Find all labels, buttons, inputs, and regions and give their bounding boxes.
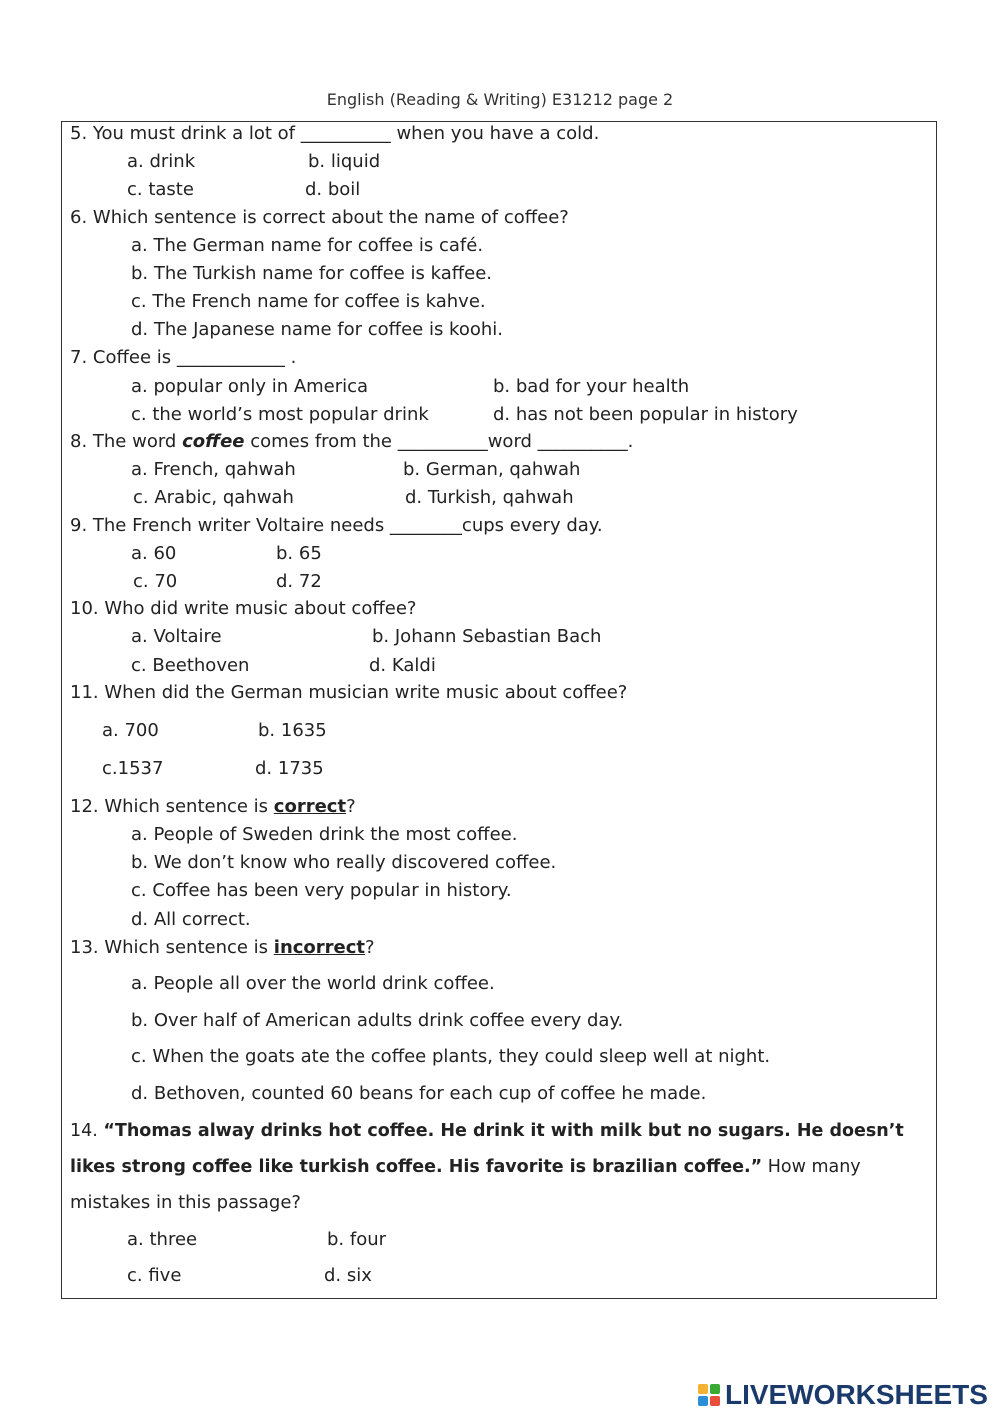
q14-question-start: How many [762, 1157, 861, 1177]
q8-option-d: d. Turkish, qahwah [405, 487, 574, 508]
q10-option-b: b. Johann Sebastian Bach [372, 626, 602, 647]
logo-mark-icon [698, 1384, 720, 1406]
question-14-line-1 [70, 1120, 904, 1142]
q11-option-c: c.1537 [102, 758, 164, 779]
q11-option-a: a. 700 [102, 720, 159, 741]
q10-option-a: a. Voltaire [131, 626, 222, 647]
q8-suffix: comes from the __________word __________. [244, 431, 634, 452]
q13-option-b: b. Over half of American adults drink coffee every day. [131, 1010, 624, 1031]
q8-option-a: a. French, qahwah [131, 459, 296, 480]
q5-option-b: b. liquid [308, 151, 381, 172]
question-9: 9. The French writer Voltaire needs ________cups every day. [70, 515, 603, 536]
q12-option-c: c. Coffee has been very popular in history. [131, 880, 512, 901]
q7-option-d: d. has not been popular in history [493, 404, 798, 425]
q14-option-b: b. four [327, 1229, 387, 1250]
question-5: 5. You must drink a lot of __________ when you have a cold. [70, 123, 600, 144]
q12-suffix: ? [346, 796, 356, 817]
q14-option-c: c. five [127, 1265, 182, 1286]
q11-option-d: d. 1735 [255, 758, 324, 779]
q12-prefix: 12. Which sentence is [70, 796, 274, 817]
q8-option-c: c. Arabic, qahwah [133, 487, 294, 508]
q10-option-d: d. Kaldi [369, 655, 436, 676]
q10-option-c: c. Beethoven [131, 655, 250, 676]
question-10: 10. Who did write music about coffee? [70, 598, 417, 619]
logo-square-1 [698, 1384, 708, 1394]
q9-option-a: a. 60 [131, 543, 177, 564]
question-14-line-3: mistakes in this passage? [70, 1192, 301, 1213]
q6-option-c: c. The French name for coffee is kahve. [131, 291, 486, 312]
q12-keyword: correct [273, 796, 347, 817]
q14-number: 14. [70, 1121, 104, 1141]
q9-option-b: b. 65 [276, 543, 322, 564]
q12-option-b: b. We don’t know who really discovered coffee. [131, 852, 557, 873]
q11-option-b: b. 1635 [258, 720, 327, 741]
logo-square-4 [710, 1396, 720, 1406]
q8-option-b: b. German, qahwah [403, 459, 581, 480]
q13-option-a: a. People all over the world drink coffee. [131, 973, 495, 994]
question-8 [70, 431, 633, 453]
q5-option-c: c. taste [127, 179, 194, 200]
logo-square-2 [710, 1384, 720, 1394]
q5-option-d: d. boil [305, 179, 361, 200]
question-11: 11. When did the German musician write music about coffee? [70, 682, 628, 703]
question-6: 6. Which sentence is correct about the name of coffee? [70, 207, 569, 228]
q8-keyword: coffee [182, 431, 245, 452]
q6-option-b: b. The Turkish name for coffee is kaffee. [131, 263, 493, 284]
q8-prefix: 8. The word [70, 431, 183, 452]
q7-option-b: b. bad for your health [493, 376, 690, 397]
question-12 [70, 796, 356, 818]
q13-option-d: d. Bethoven, counted 60 beans for each cup of coffee he made. [131, 1083, 707, 1104]
q12-option-a: a. People of Sweden drink the most coffee. [131, 824, 518, 845]
q6-option-a: a. The German name for coffee is café. [131, 235, 484, 256]
q13-keyword: incorrect [273, 937, 366, 958]
question-13 [70, 937, 375, 959]
logo-text: LIVEWORKSHEETS [725, 1379, 988, 1410]
q5-option-a: a. drink [127, 151, 196, 172]
logo-square-3 [698, 1396, 708, 1406]
q7-option-a: a. popular only in America [131, 376, 369, 397]
q13-suffix: ? [365, 937, 375, 958]
q9-option-c: c. 70 [133, 571, 178, 592]
q6-option-d: d. The Japanese name for coffee is koohi. [131, 319, 503, 340]
q14-option-a: a. three [127, 1229, 198, 1250]
q13-prefix: 13. Which sentence is [70, 937, 274, 958]
q14-passage-part-2: likes strong coffee like turkish coffee. His favorite is brazilian coffee.” [70, 1157, 763, 1177]
page-header: English (Reading & Writing) E31212 page 2 [326, 90, 674, 109]
liveworksheets-logo [698, 1378, 988, 1412]
q13-option-c: c. When the goats ate the coffee plants, they could sleep well at night. [131, 1046, 771, 1067]
question-14-line-2 [70, 1156, 861, 1178]
q14-passage-part-1: “Thomas alway drinks hot coffee. He drink it with milk but no sugars. He doesn’t [103, 1121, 904, 1141]
q12-option-d: d. All correct. [131, 909, 251, 930]
q7-option-c: c. the world’s most popular drink [131, 404, 429, 425]
q9-option-d: d. 72 [276, 571, 322, 592]
q14-option-d: d. six [324, 1265, 372, 1286]
question-7: 7. Coffee is ____________ . [70, 347, 297, 368]
